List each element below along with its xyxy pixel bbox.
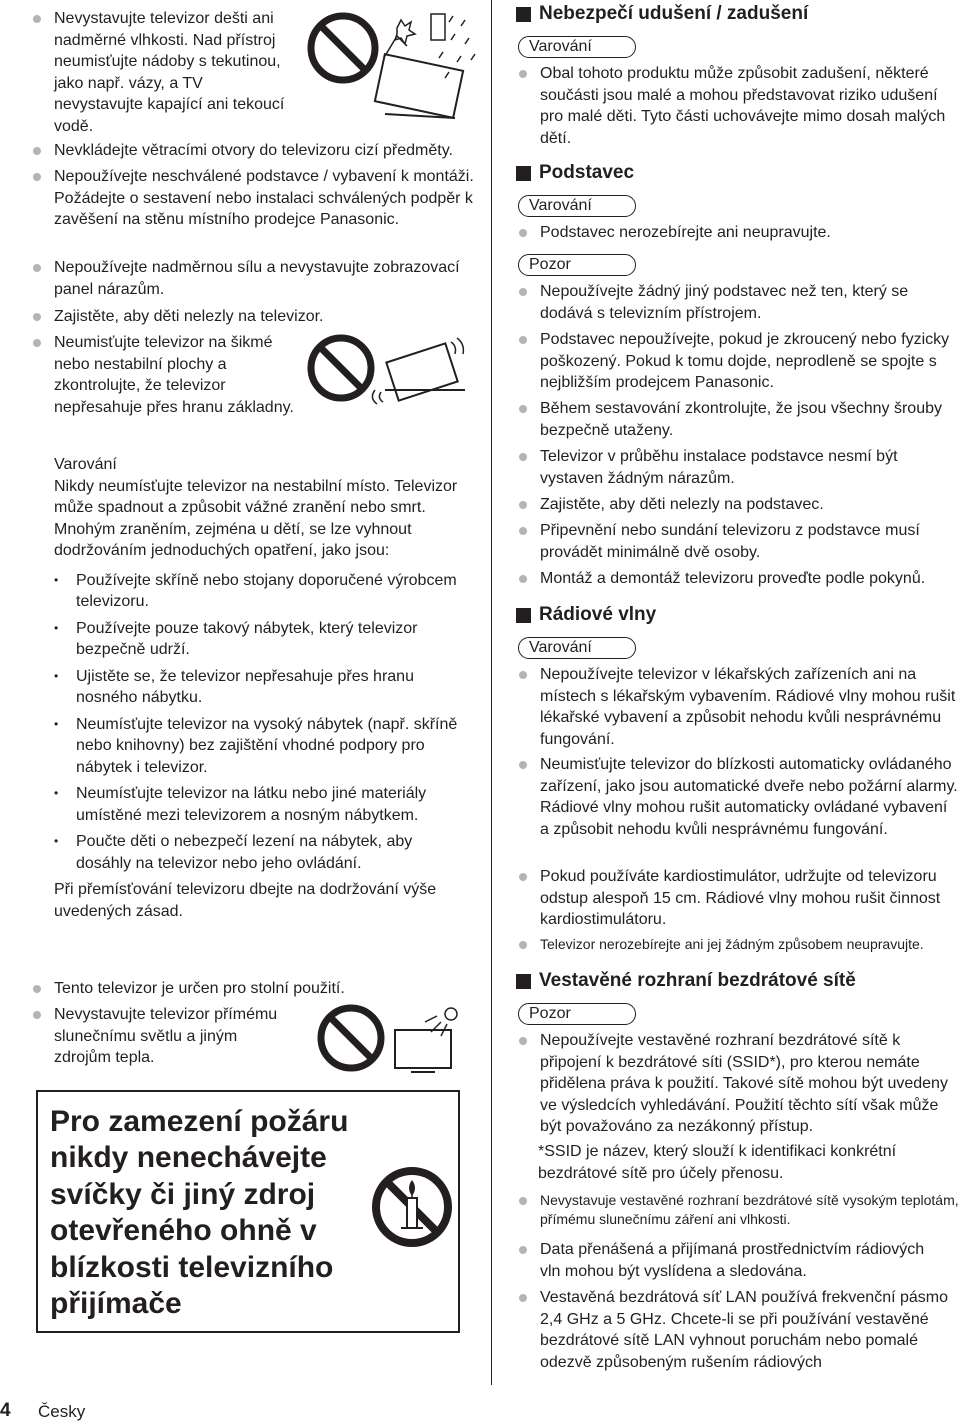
section-stand (516, 161, 634, 185)
bullet-rain: Nevystavujte televizor dešti ani nadměrné vlhkosti. Nad přístroj neumisťujte nádoby s tekutinou, jako např. vázy, a TV nevystavujte kapající ani tekoucí vodě. (30, 8, 294, 137)
candle-prohibited-icon (371, 1166, 453, 1248)
list-item: Nepoužívejte žádný jiný podstavec než ten, který se dodává s televizním přístrojem. (516, 281, 960, 324)
pozor-tag: Pozor (518, 1003, 636, 1025)
list-item: Televizor nerozebírejte ani jej žádným způsobem neupravujte. (516, 935, 960, 954)
fire-warning-text: Pro zamezení požáru nikdy nenechávejte svíčky či jiný zdroj otevřeného ohně v blízkosti televizního přijímače (50, 1105, 349, 1321)
bullet-force: Nepoužívejte nadměrnou sílu a nevystavujte zobrazovací panel nárazům. (30, 257, 474, 300)
bullet-suffocation: Obal tohoto produktu může způsobit zadušení, některé součásti jsou malé a mohou představovat riziko udušení pro malé děti. Tyto části uchovávejte mimo dosah malých dětí. (516, 63, 960, 149)
list-item: Televizor v průběhu instalace podstavce nesmí být vystaven žádným nárazům. (516, 446, 960, 489)
list-item: Nepoužívejte televizor v lékařských zařízeních ani na místech s lékařským vybavením. Rádiové vlny mohou rušit lékařské vybavení a způsobit nehodu kvůli nesprávnému fungování. (516, 664, 960, 750)
tv-sun-icon (315, 1002, 465, 1082)
list-item: Podstavec nerozebírejte ani neupravujte. (516, 222, 960, 244)
section-title: Vestavěné rozhraní bezdrátové sítě (516, 969, 856, 993)
list-item: Zajistěte, aby děti nelezly na podstavec. (516, 494, 960, 516)
bullet-table-use: Tento televizor je určen pro stolní použití. (30, 978, 494, 1000)
list-item: Pokud používáte kardiostimulátor, udržujte od televizoru odstup alespoň 15 cm. Rádiové vlny mohou rušit činnost kardiostimulátoru. (516, 866, 960, 931)
list-item: Montáž a demontáž televizoru proveďte podle pokynů. (516, 568, 960, 590)
fire-warning-box (36, 1090, 460, 1333)
pozor-tag: Pozor (518, 254, 636, 276)
section-suffocation (516, 2, 808, 26)
section-marker (516, 974, 531, 989)
list-item: Během sestavování zkontrolujte, že jsou všechny šrouby bezpečně utaženy. (516, 398, 960, 441)
bullet-stands: Nepoužívejte neschválené podstavce / vybavení k montáži. Požádejte o sestavení nebo instalaci schválených podpěr k zavěšení na stěnu místního prodejce Panasonic. (30, 166, 484, 231)
list-item: Vestavěná bezdrátová síť LAN používá frekvenční pásmo 2,4 GHz a 5 GHz. Chcete-li se při používání vestavěné bezdrátové sítě LAN vyhnout poruchám nebo pomalé odezvě způsobeným rušením rádiových (516, 1287, 960, 1373)
column-divider (491, 0, 492, 1385)
ssid-note: *SSID je název, který slouží k identifikaci konkrétní bezdrátové sítě pro účely přenosu. (538, 1143, 897, 1182)
list-item: • Používejte skříně nebo stojany doporučené výrobcem televizoru. (54, 570, 466, 613)
varovani-tag: Varování (518, 36, 636, 58)
section-title: Podstavec (516, 161, 634, 185)
list-item: • Neumísťujte televizor na látku nebo jiné materiály umístěné mezi televizorem a nosným nábytkem. (54, 783, 466, 826)
warning-title: Varování (54, 456, 117, 473)
bullet-vents: Nevkládejte větracími otvory do televizoru cizí předměty. (30, 140, 494, 162)
section-marker (516, 166, 531, 181)
list-item: Podstavec nepoužívejte, pokud je zkroucený nebo fyzicky poškozený. Pokud k tomu dojde, neprodleně se spojte s nejbližším prodejcem Panasonic. (516, 329, 960, 394)
list-item: Neumisťujte televizor do blízkosti automaticky ovládaného zařízení, jako jsou automatické dveře nebo požární alarmy. Rádiové vlny mohou rušit automaticky ovládané vybavení a způsobit nehodu kvůli nesprávnému fungování. (516, 754, 960, 840)
bullet-sunlight: Nevystavujte televizor přímému slunečnímu světlu a jiným zdrojům tepla. (30, 1004, 294, 1069)
section-wireless (516, 969, 856, 993)
list-item: • Používejte pouze takový nábytek, který televizor bezpečně udrží. (54, 618, 466, 661)
section-marker (516, 7, 531, 22)
bullet-children: Zajistěte, aby děti nelezly na televizor. (30, 306, 474, 328)
language-label: Česky (38, 1402, 86, 1421)
section-marker (516, 608, 531, 623)
tv-water-icon (305, 6, 483, 124)
section-title: Rádiové vlny (516, 603, 656, 627)
varovani-tag: Varování (518, 195, 636, 217)
list-item: • Poučte děti o nebezpečí lezení na nábytek, aby dosáhly na televizor nebo jeho ovládání. (54, 831, 466, 874)
list-item: Nevystavuje vestavěné rozhraní bezdrátové sítě vysokým teplotám, přímému slunečnímu záření ani vlhkosti. (516, 1191, 960, 1229)
section-title: Nebezpečí udušení / zadušení (516, 2, 808, 26)
bullet-tilted: Neumisťujte televizor na šikmé nebo nestabilní plochy a zkontrolujte, že televizor nepřesahuje přes hranu základny. (30, 332, 294, 418)
varovani-tag: Varování (518, 637, 636, 659)
move-note: Při přemísťování televizoru dbejte na dodržování výše uvedených zásad. (54, 881, 437, 920)
list-item: Data přenášená a přijímaná prostřednictvím rádiových vln mohou být vyslídena a sledována. (516, 1239, 940, 1282)
tilted-tv-icon (305, 332, 477, 412)
page-number: 4 (0, 1400, 11, 1421)
warning-text: Nikdy neumísťujte televizor na nestabilní místo. Televizor může spadnout a způsobit vážné zranění nebo smrt. Mnohým zraněním, zejména u dětí, se lze vyhnout dodržováním jednoduchých opatření, jako jsou: (54, 477, 458, 559)
warning-block (54, 454, 466, 922)
list-item: • Ujistěte se, že televizor nepřesahuje přes hranu nosného nábytku. (54, 666, 466, 709)
section-radio (516, 603, 656, 627)
list-item: Nepoužívejte vestavěné rozhraní bezdrátové sítě k připojení k bezdrátové síti (SSID*), pro kterou nemáte přidělena práva k použití. Takové sítě mohou být uvedeny ve výsledcích vyhledávání. Použití těchto sítí však může být považováno za nezákonný přístup. (516, 1030, 960, 1138)
list-item: • Neumísťujte televizor na vysoký nábytek (např. skříně nebo knihovny) bez zajištění vhodné podpory pro nábytek i televizor. (54, 714, 466, 779)
list-item: Připevnění nebo sundání televizoru z podstavce musí provádět minimálně dvě osoby. (516, 520, 960, 563)
